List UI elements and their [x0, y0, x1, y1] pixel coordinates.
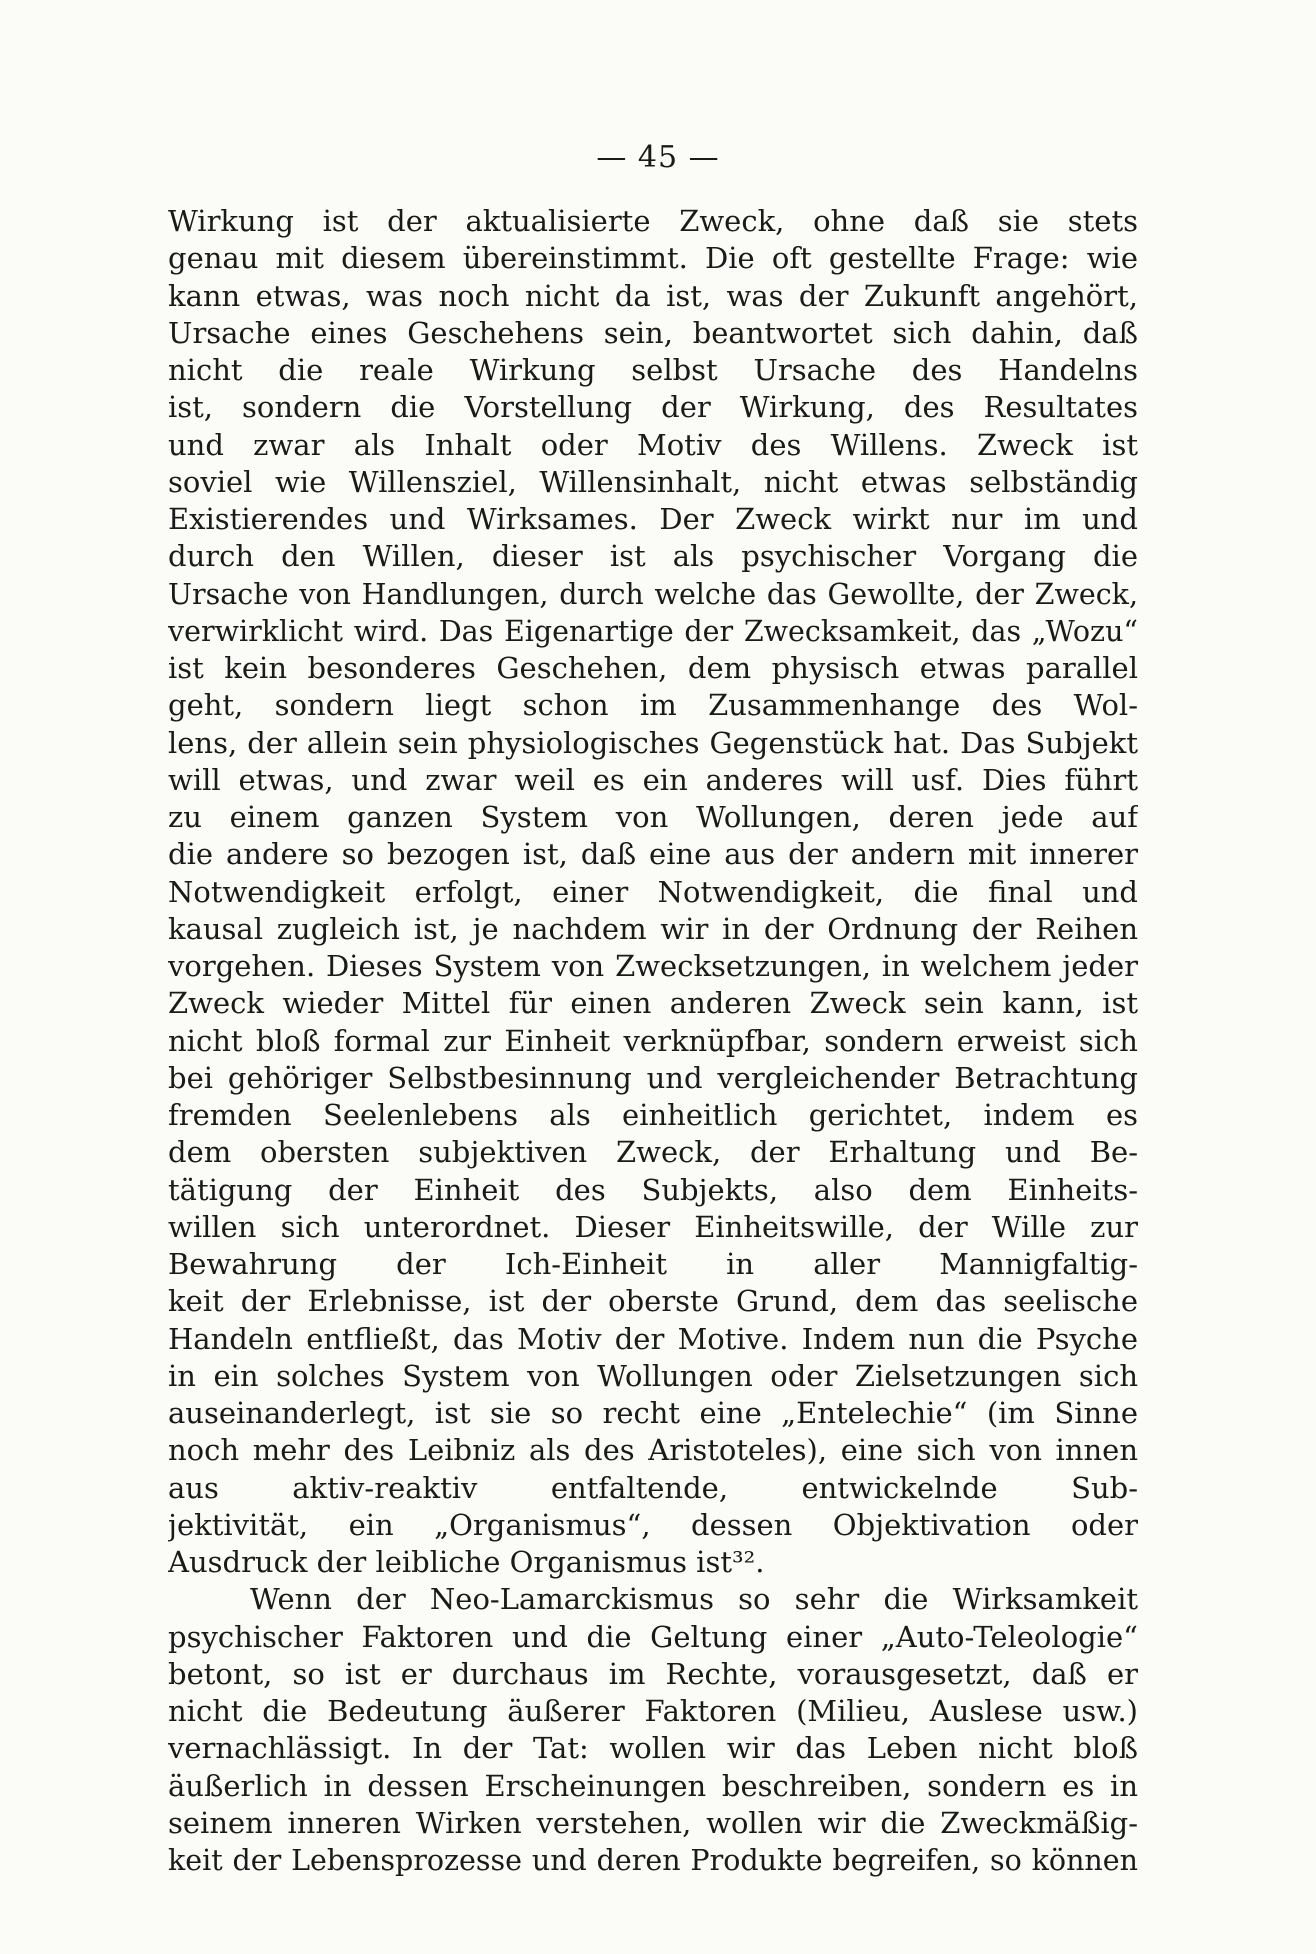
- text-line: jektivität, ein „Organismus“, dessen Objektivation oder: [168, 1507, 1138, 1542]
- text-line: Wirkung ist der aktualisierte Zweck, ohne daß sie stets: [168, 204, 1138, 238]
- text-line: will etwas, und zwar weil es ein anderes will usf. Dies führt: [168, 762, 1138, 797]
- text-line: ist, sondern die Vorstellung der Wirkung, des Resultates: [168, 390, 1138, 425]
- text-line: kausal zugleich ist, je nachdem wir in der Ordnung der Reihen: [168, 911, 1138, 946]
- text-line: keit der Erlebnisse, ist der oberste Grund, dem das seelische: [168, 1284, 1138, 1319]
- text-line: Existierendes und Wirksames. Der Zweck wirkt nur im und: [168, 502, 1138, 536]
- text-line: Ursache von Handlungen, durch welche das Gewollte, der Zweck,: [168, 577, 1138, 611]
- text-line: Bewahrung der Ich-Einheit in aller Mannigfaltig-: [168, 1247, 1138, 1281]
- text-line: nicht bloß formal zur Einheit verknüpfbar, sondern erweist sich: [168, 1023, 1138, 1058]
- text-line: ist kein besonderes Geschehen, dem physisch etwas parallel: [168, 651, 1138, 685]
- text-line: genau mit diesem übereinstimmt. Die oft gestellte Frage: wie: [168, 241, 1138, 276]
- text-line: nicht die Bedeutung äußerer Faktoren (Milieu, Auslese usw.): [168, 1694, 1138, 1728]
- text-line: aus aktiv-reaktiv entfaltende, entwickelnde Sub-: [168, 1470, 1138, 1505]
- text-line: Handeln entfließt, das Motiv der Motive. Indem nun die Psyche: [168, 1321, 1138, 1356]
- text-line: dem obersten subjektiven Zweck, der Erhaltung und Be-: [168, 1135, 1138, 1170]
- text-line: bei gehöriger Selbstbesinnung und vergleichender Betrachtung: [168, 1060, 1138, 1095]
- text-line: vernachlässigt. In der Tat: wollen wir das Leben nicht bloß: [168, 1731, 1138, 1766]
- text-line: auseinanderlegt, ist sie so recht eine „Entelechie“ (im Sinne: [168, 1396, 1138, 1430]
- text-line: fremden Seelenlebens als einheitlich gerichtet, indem es: [168, 1098, 1138, 1132]
- paragraph-end-line: Ausdruck der leibliche Organismus ist³².: [168, 1545, 765, 1579]
- text-line: tätigung der Einheit des Subjekts, also dem Einheits-: [168, 1172, 1138, 1207]
- text-line: betont, so ist er durchaus im Rechte, vorausgesetzt, daß er: [168, 1656, 1138, 1691]
- body-text: [168, 203, 1138, 1879]
- text-line: Ursache eines Geschehens sein, beantwortet sich dahin, daß: [168, 315, 1138, 350]
- text-line: psychischer Faktoren und die Geltung einer „Auto-Teleologie“: [168, 1619, 1138, 1654]
- paragraph-start-line: Wenn der Neo-Lamarckismus so sehr die Wirksamkeit: [250, 1582, 1138, 1617]
- text-line: Zweck wieder Mittel für einen anderen Zweck sein kann, ist: [168, 986, 1138, 1021]
- text-line: und zwar als Inhalt oder Motiv des Willens. Zweck ist: [168, 427, 1138, 462]
- text-line: in ein solches System von Wollungen oder Zielsetzungen sich: [168, 1358, 1138, 1393]
- text-line: durch den Willen, dieser ist als psychischer Vorgang die: [168, 539, 1138, 574]
- text-line: keit der Lebensprozesse und deren Produkte begreifen, so können: [168, 1844, 1138, 1877]
- text-line: Notwendigkeit erfolgt, einer Notwendigkeit, die final und: [168, 874, 1138, 909]
- text-line: nicht die reale Wirkung selbst Ursache des Handelns: [168, 353, 1138, 387]
- text-line: die andere so bezogen ist, daß eine aus der andern mit innerer: [168, 837, 1138, 872]
- text-line: zu einem ganzen System von Wollungen, deren jede auf: [168, 800, 1138, 834]
- text-line: geht, sondern liegt schon im Zusammenhange des Wol-: [168, 688, 1138, 723]
- text-line: kann etwas, was noch nicht da ist, was der Zukunft angehört,: [168, 278, 1138, 313]
- text-line: äußerlich in dessen Erscheinungen beschreiben, sondern es in: [168, 1768, 1138, 1803]
- text-line: verwirklicht wird. Das Eigenartige der Zwecksamkeit, das „Wozu“: [168, 614, 1138, 648]
- text-line: soviel wie Willensziel, Willensinhalt, nicht etwas selbständig: [168, 464, 1138, 499]
- page-number: — 45 —: [596, 140, 720, 175]
- text-line: seinem inneren Wirken verstehen, wollen wir die Zweckmäßig-: [168, 1805, 1138, 1840]
- text-line: lens, der allein sein physiologisches Gegenstück hat. Das Subjekt: [168, 725, 1138, 760]
- text-line: willen sich unterordnet. Dieser Einheitswille, der Wille zur: [168, 1209, 1138, 1244]
- text-line: vorgehen. Dieses System von Zwecksetzungen, in welchem jeder: [168, 949, 1138, 983]
- text-line: noch mehr des Leibniz als des Aristoteles), eine sich von innen: [168, 1433, 1138, 1468]
